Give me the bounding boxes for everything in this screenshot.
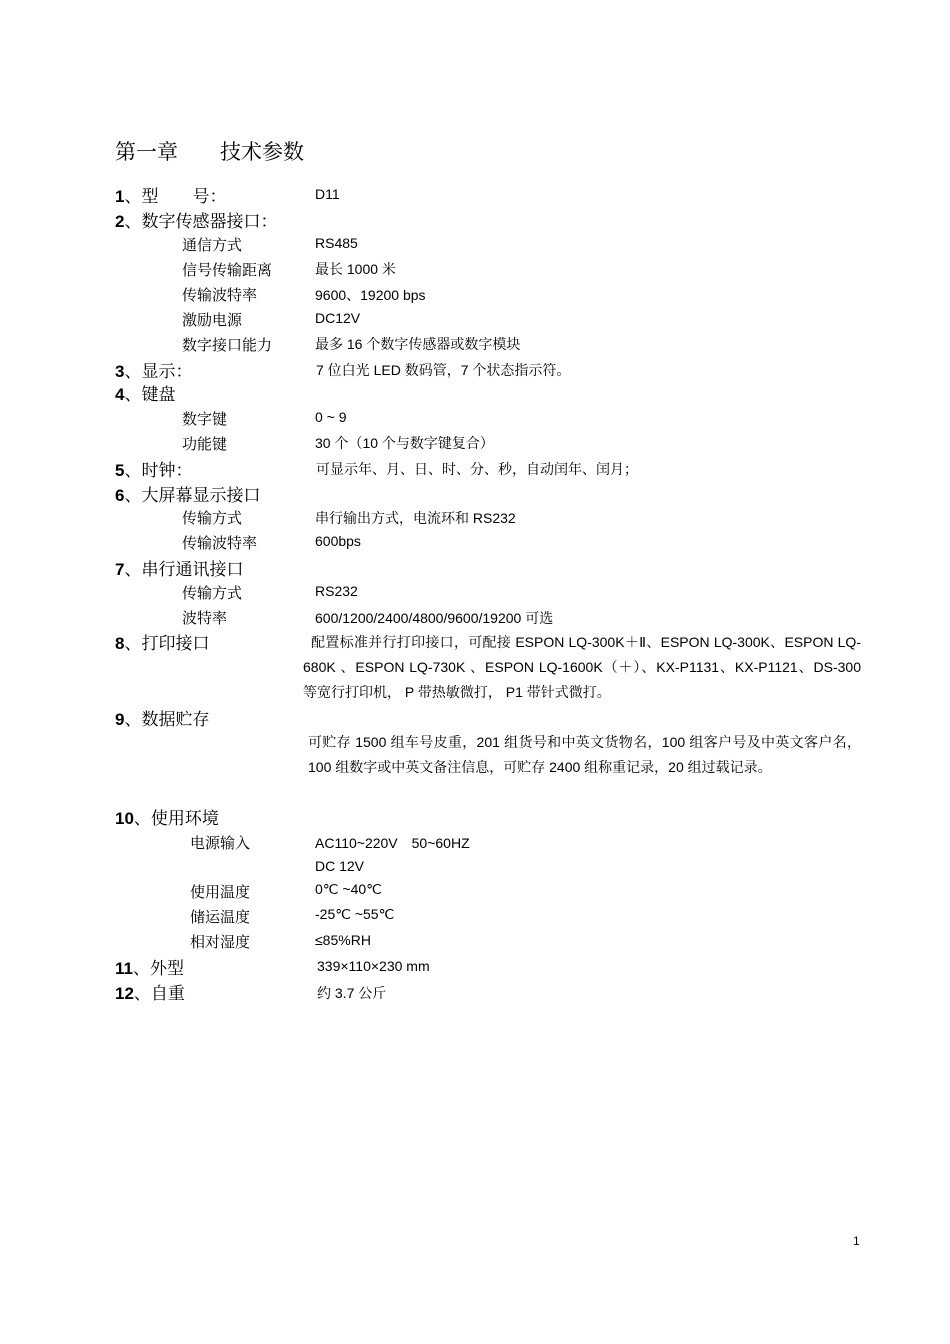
env-row-value: ≤85%RH [315,932,371,948]
chapter-title: 第一章 技术参数 [115,140,304,164]
section-heading-4: 4、键盘 [115,385,176,405]
section-heading-12: 12、自重 [115,984,185,1004]
printer-description: 配置标准并行打印接口，可配接 ESPON LQ-300K＋Ⅱ、ESPON LQ-300K、ESPON LQ-680K 、ESPON LQ-730K 、ESPON LQ-1600K（＋）、KX-P1131、KX-P1121、DS-300 等宽行打印机， P 带热敏微打， P1 带针式微打。 [303,634,861,700]
section-heading-11: 11、外型 [115,959,184,979]
sensor-row-value: 9600、19200 bps [315,287,426,303]
weight-value: 约 3.7 公斤 [317,985,387,1001]
bigscreen-row-value: 串行输出方式，电流环和 RS232 [315,510,516,526]
serial-row-value: 600/1200/2400/4800/9600/19200 可选 [315,610,554,626]
bigscreen-row-label: 传输波特率 [182,534,258,552]
bigscreen-row-label: 传输方式 [182,509,243,527]
section-heading-10: 10、使用环境 [115,809,219,829]
sensor-row-label: 数字接口能力 [182,336,273,354]
sensor-row-label: 通信方式 [182,236,243,254]
model-value: D11 [315,186,340,202]
env-row-label: 使用温度 [190,883,251,901]
serial-row-value: RS232 [315,583,358,599]
sensor-row-label: 信号传输距离 [182,261,273,279]
keyboard-row-value: 0 ~ 9 [315,409,347,425]
env-row-value: -25℃ ~55℃ [315,906,395,922]
env-row-value: DC 12V [315,858,365,874]
section-heading-5: 5、时钟： [115,461,193,481]
sensor-row-label: 激励电源 [182,311,243,329]
sensor-row-value: 最长 1000 米 [315,261,396,277]
env-row-label: 电源输入 [190,834,251,852]
section-heading-1: 1、型 号： [115,187,227,207]
section-heading-2: 2、数字传感器接口： [115,212,278,232]
clock-value: 可显示年、月、日、时、分、秒，自动闰年、闰月； [316,461,638,477]
section-heading-3: 3、显示： [115,362,193,382]
display-value: 7 位白光 LED 数码管，7 个状态指示符。 [316,362,571,378]
serial-row-label: 传输方式 [182,584,243,602]
keyboard-row-label: 数字键 [182,410,228,428]
env-row-value: 0℃ ~40℃ [315,881,382,897]
section-heading-7: 7、串行通讯接口 [115,560,244,580]
storage-description: 可贮存 1500 组车号皮重，201 组货号和中英文货物名，100 组客户号及中英文客户名，100 组数字或中英文备注信息，可贮存 2400 组称重记录，20 组过载记录。 [308,734,861,775]
section-heading-8: 8、打印接口 [115,634,210,654]
page-number: 1 [853,1234,860,1248]
sensor-row-value: DC12V [315,310,361,326]
env-row-label: 储运温度 [190,908,251,926]
serial-row-label: 波特率 [182,609,228,627]
keyboard-row-value: 30 个（10 个与数字键复合） [315,435,494,451]
section-heading-9: 9、数据贮存 [115,710,210,730]
section-heading-6: 6、大屏幕显示接口 [115,486,261,506]
bigscreen-row-value: 600bps [315,533,361,549]
dimensions-value: 339×110×230 mm [317,958,430,974]
env-row-value: AC110~220V 50~60HZ [315,835,470,851]
sensor-row-value: RS485 [315,235,358,251]
sensor-row-label: 传输波特率 [182,286,258,304]
env-row-label: 相对湿度 [190,933,251,951]
keyboard-row-label: 功能键 [182,435,228,453]
sensor-row-value: 最多 16 个数字传感器或数字模块 [315,336,521,352]
